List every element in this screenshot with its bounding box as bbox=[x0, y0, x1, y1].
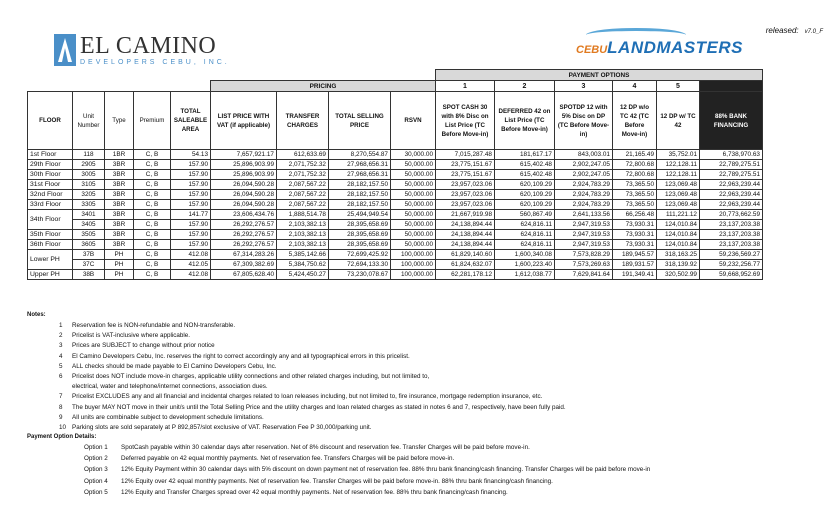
option-number: 3 bbox=[555, 81, 613, 92]
note-text: El Camino Developers Cebu, Inc. reserves the right to correct accordingly any and all typographical errors in this pricelist. bbox=[72, 352, 410, 360]
cell-rsvn: 100,000.00 bbox=[391, 260, 436, 270]
cell-unit: 118 bbox=[73, 150, 105, 160]
cell-option-5: 124,010.84 bbox=[657, 220, 700, 230]
el-camino-sub: DEVELOPERS CEBU, INC. bbox=[80, 58, 230, 66]
cell-rsvn: 50,000.00 bbox=[391, 230, 436, 240]
col-option-1: SPOT CASH 30 with 8% Disc on List Price (TC Before Move-in) bbox=[436, 92, 495, 150]
note-text: Pricelist is VAT-inclusive where applicable. bbox=[72, 332, 191, 340]
table-row bbox=[28, 170, 763, 180]
cell-area: 412.08 bbox=[171, 250, 211, 260]
pricelist-table bbox=[27, 69, 763, 280]
cell-option-1: 23,957,023.06 bbox=[436, 200, 495, 210]
option-label: Option 4 bbox=[84, 477, 108, 485]
note-item bbox=[27, 331, 817, 341]
option-label: Option 2 bbox=[84, 455, 108, 463]
cell-unit: 37C bbox=[73, 260, 105, 270]
cell-total-selling: 28,395,658.69 bbox=[329, 230, 391, 240]
option-text: 12% Equity Payment within 30 calendar days with 5% discount on down payment net of reservation fee. 88% thru bank financing/cash financing. Transfer Charges will be paid before move-in bbox=[121, 466, 651, 474]
note-item bbox=[27, 403, 817, 413]
cell-area: 141.77 bbox=[171, 210, 211, 220]
table-row bbox=[28, 220, 763, 230]
cell-list-price: 26,292,276.57 bbox=[211, 240, 277, 250]
cell-transfer: 2,103,382.13 bbox=[277, 230, 329, 240]
cell-type: 3BR bbox=[105, 170, 134, 180]
cell-area: 54.13 bbox=[171, 150, 211, 160]
cell-option-3: 2,947,319.53 bbox=[555, 230, 613, 240]
col-rsvn: RSVN bbox=[391, 92, 436, 150]
cell-option-1: 62,281,178.12 bbox=[436, 270, 495, 280]
cell-floor: 29th Floor bbox=[28, 160, 73, 170]
cell-premium: C, B bbox=[134, 260, 171, 270]
cell-transfer: 2,087,567.22 bbox=[277, 180, 329, 190]
col-list-price: LIST PRICE WITH VAT (if applicable) bbox=[211, 92, 277, 150]
table-row bbox=[28, 230, 763, 240]
cell-rsvn: 30,000.00 bbox=[391, 150, 436, 160]
cell-option-2: 620,109.29 bbox=[495, 200, 555, 210]
cell-bank: 59,232,256.77 bbox=[700, 260, 763, 270]
table-row bbox=[28, 150, 763, 160]
cell-type: 3BR bbox=[105, 190, 134, 200]
cell-option-3: 2,641,133.56 bbox=[555, 210, 613, 220]
cell-option-5: 122,128.11 bbox=[657, 160, 700, 170]
note-item bbox=[27, 352, 817, 362]
cell-area: 157.90 bbox=[171, 220, 211, 230]
note-number: 4 bbox=[59, 352, 63, 360]
cell-type: 3BR bbox=[105, 240, 134, 250]
cell-option-5: 123,069.48 bbox=[657, 180, 700, 190]
cell-option-3: 2,902,247.05 bbox=[555, 170, 613, 180]
cell-total-selling: 8,270,554.87 bbox=[329, 150, 391, 160]
cell-rsvn: 50,000.00 bbox=[391, 190, 436, 200]
option-number: 4 bbox=[613, 81, 657, 92]
cell-option-2: 615,402.48 bbox=[495, 170, 555, 180]
cell-option-1: 23,957,023.06 bbox=[436, 180, 495, 190]
note-text: The buyer MAY NOT move in their unit/s until the Total Selling Price and the utility charges and loan related charges as stated in notes 6 and 7, respectively, have been fully paid. bbox=[72, 403, 566, 411]
cell-option-1: 23,775,151.67 bbox=[436, 170, 495, 180]
note-item bbox=[27, 413, 817, 423]
table-row bbox=[28, 270, 763, 280]
cell-unit: 3505 bbox=[73, 230, 105, 240]
option-number: 1 bbox=[436, 81, 495, 92]
cell-option-3: 2,902,247.05 bbox=[555, 160, 613, 170]
cell-floor: 30th Floor bbox=[28, 170, 73, 180]
table-row bbox=[28, 250, 763, 260]
cell-option-4: 21,165.49 bbox=[613, 150, 657, 160]
cell-premium: C, B bbox=[134, 180, 171, 190]
cebu-landmasters-name: LANDMASTERS bbox=[607, 38, 744, 57]
cebu-landmasters-logo bbox=[576, 38, 743, 58]
cell-option-4: 73,365.50 bbox=[613, 200, 657, 210]
note-text: ALL checks should be made payable to El Camino Developers Cebu, Inc. bbox=[72, 362, 277, 370]
option-number: 5 bbox=[657, 81, 700, 92]
cell-bank: 22,789,275.51 bbox=[700, 160, 763, 170]
col-option-2: DEFERRED 42 on List Price (TC Before Move-in) bbox=[495, 92, 555, 150]
cell-bank: 6,738,970.63 bbox=[700, 150, 763, 160]
cell-floor: 33rd Floor bbox=[28, 200, 73, 210]
payment-option-details bbox=[27, 434, 817, 498]
cell-type: 1BR bbox=[105, 150, 134, 160]
cell-rsvn: 50,000.00 bbox=[391, 200, 436, 210]
option-label: Option 3 bbox=[84, 466, 108, 474]
cell-premium: C, B bbox=[134, 190, 171, 200]
cell-type: PH bbox=[105, 270, 134, 280]
cell-unit: 3405 bbox=[73, 220, 105, 230]
cell-list-price: 67,309,382.69 bbox=[211, 260, 277, 270]
table-row bbox=[28, 180, 763, 190]
cell-total-selling: 25,494,949.54 bbox=[329, 210, 391, 220]
cell-option-2: 624,816.11 bbox=[495, 220, 555, 230]
col-bank-financing: 88% BANK FINANCING bbox=[700, 92, 763, 150]
cell-floor: 34th Floor bbox=[28, 210, 73, 230]
col-type: Type bbox=[105, 92, 134, 150]
cell-option-1: 21,667,919.98 bbox=[436, 210, 495, 220]
cell-option-3: 2,947,319.53 bbox=[555, 240, 613, 250]
cell-unit: 3205 bbox=[73, 190, 105, 200]
cell-total-selling: 27,968,656.31 bbox=[329, 160, 391, 170]
col-option-5: 12 DP w/ TC 42 bbox=[657, 92, 700, 150]
cell-option-1: 24,138,894.44 bbox=[436, 220, 495, 230]
cell-list-price: 67,314,283.26 bbox=[211, 250, 277, 260]
cell-bank: 59,236,569.27 bbox=[700, 250, 763, 260]
note-text: electrical, water and telephone/internet connections, association dues. bbox=[72, 383, 268, 391]
logo-arc-icon bbox=[586, 28, 686, 42]
cell-option-2: 620,109.29 bbox=[495, 180, 555, 190]
cell-option-2: 624,816.11 bbox=[495, 230, 555, 240]
notes-section bbox=[27, 312, 817, 498]
cell-transfer: 5,384,750.62 bbox=[277, 260, 329, 270]
cell-option-4: 66,256.48 bbox=[613, 210, 657, 220]
cell-rsvn: 50,000.00 bbox=[391, 180, 436, 190]
col-floor: FLOOR bbox=[28, 92, 73, 150]
cell-option-5: 122,128.11 bbox=[657, 170, 700, 180]
cell-list-price: 23,606,434.76 bbox=[211, 210, 277, 220]
note-item bbox=[27, 321, 817, 331]
cell-type: 3BR bbox=[105, 160, 134, 170]
cell-option-4: 72,800.68 bbox=[613, 160, 657, 170]
notes-title: Notes: bbox=[27, 312, 46, 318]
cell-type: PH bbox=[105, 250, 134, 260]
cell-option-2: 560,867.49 bbox=[495, 210, 555, 220]
option-label: Option 5 bbox=[84, 488, 108, 496]
cell-area: 157.90 bbox=[171, 190, 211, 200]
cell-rsvn: 100,000.00 bbox=[391, 250, 436, 260]
cell-unit: 3005 bbox=[73, 170, 105, 180]
cell-premium: C, B bbox=[134, 150, 171, 160]
el-camino-mark-icon bbox=[54, 34, 76, 66]
cell-premium: C, B bbox=[134, 160, 171, 170]
cell-premium: C, B bbox=[134, 270, 171, 280]
note-number: 9 bbox=[59, 413, 63, 421]
cell-floor: 36th Floor bbox=[28, 240, 73, 250]
table-row bbox=[28, 160, 763, 170]
cell-premium: C, B bbox=[134, 220, 171, 230]
cell-type: 3BR bbox=[105, 220, 134, 230]
cell-option-1: 23,957,023.06 bbox=[436, 190, 495, 200]
cell-option-2: 1,600,223.40 bbox=[495, 260, 555, 270]
note-number: 5 bbox=[59, 362, 63, 370]
option-text: SpotCash payable within 30 calendar days after reservation. Net of 8% discount and reservation fee. Transfer Charges will be paid before move-in. bbox=[121, 444, 530, 452]
cell-unit: 38B bbox=[73, 270, 105, 280]
cell-area: 157.90 bbox=[171, 230, 211, 240]
cell-bank: 22,963,239.44 bbox=[700, 180, 763, 190]
note-item bbox=[27, 392, 817, 402]
cell-option-5: 124,010.84 bbox=[657, 230, 700, 240]
cell-option-5: 111,221.12 bbox=[657, 210, 700, 220]
cell-rsvn: 50,000.00 bbox=[391, 210, 436, 220]
cell-option-3: 2,947,319.53 bbox=[555, 220, 613, 230]
note-item bbox=[27, 372, 817, 382]
cell-rsvn: 100,000.00 bbox=[391, 270, 436, 280]
cell-transfer: 2,071,752.32 bbox=[277, 170, 329, 180]
cell-option-4: 73,365.50 bbox=[613, 180, 657, 190]
col-premium: Premium bbox=[134, 92, 171, 150]
payment-details-title: Payment Option Details: bbox=[27, 434, 97, 441]
cell-total-selling: 72,699,425.92 bbox=[329, 250, 391, 260]
el-camino-name: EL CAMINO bbox=[80, 32, 217, 59]
cell-option-3: 2,924,783.29 bbox=[555, 190, 613, 200]
cell-premium: C, B bbox=[134, 170, 171, 180]
col-option-3: SPOTDP 12 with 5% Disc on DP (TC Before Move-in) bbox=[555, 92, 613, 150]
cell-option-1: 24,138,894.44 bbox=[436, 240, 495, 250]
note-number: 10 bbox=[59, 423, 67, 431]
note-number: 8 bbox=[59, 403, 63, 411]
payment-option-item bbox=[27, 442, 817, 453]
cell-option-4: 191,349.41 bbox=[613, 270, 657, 280]
cell-total-selling: 73,230,078.67 bbox=[329, 270, 391, 280]
cell-area: 412.05 bbox=[171, 260, 211, 270]
cell-type: 3BR bbox=[105, 230, 134, 240]
cell-option-2: 620,109.29 bbox=[495, 190, 555, 200]
cell-rsvn: 50,000.00 bbox=[391, 170, 436, 180]
cell-transfer: 2,087,567.22 bbox=[277, 200, 329, 210]
cell-option-2: 615,402.48 bbox=[495, 160, 555, 170]
payment-option-item bbox=[27, 453, 817, 464]
cell-unit: 37B bbox=[73, 250, 105, 260]
payment-option-item bbox=[27, 464, 817, 475]
cell-bank: 22,789,275.51 bbox=[700, 170, 763, 180]
col-unit-number: Unit Number bbox=[73, 92, 105, 150]
note-text: Reservation fee is NON-refundable and NON-transferable. bbox=[72, 322, 236, 329]
cell-rsvn: 50,000.00 bbox=[391, 240, 436, 250]
cell-transfer: 2,103,382.13 bbox=[277, 220, 329, 230]
cell-bank: 22,963,239.44 bbox=[700, 200, 763, 210]
cell-list-price: 26,094,590.28 bbox=[211, 180, 277, 190]
release-stamp bbox=[766, 26, 823, 35]
note-item bbox=[27, 362, 817, 372]
option-text: Deferred payable on 42 equal monthly payments. Net of reservation fee. Transfers Charges will be paid before move-in. bbox=[121, 455, 455, 463]
cell-option-3: 843,003.01 bbox=[555, 150, 613, 160]
cell-list-price: 26,292,276.57 bbox=[211, 220, 277, 230]
cell-option-3: 7,573,269.63 bbox=[555, 260, 613, 270]
pricing-header: PRICING bbox=[211, 81, 436, 92]
cell-premium: C, B bbox=[134, 230, 171, 240]
cell-area: 157.90 bbox=[171, 240, 211, 250]
cell-transfer: 2,087,567.22 bbox=[277, 190, 329, 200]
col-transfer: TRANSFER CHARGES bbox=[277, 92, 329, 150]
cell-rsvn: 50,000.00 bbox=[391, 160, 436, 170]
cell-option-5: 123,069.48 bbox=[657, 190, 700, 200]
note-text: All units are combinable subject to development schedule limitations. bbox=[72, 413, 264, 421]
note-text: Pricelist does NOT include move-in charges, applicable utility connections and other related charges including, but not limited to, bbox=[72, 372, 430, 380]
cell-option-3: 2,924,783.29 bbox=[555, 200, 613, 210]
note-number: 1 bbox=[59, 322, 63, 329]
cell-total-selling: 28,182,157.50 bbox=[329, 180, 391, 190]
option-text: 12% Equity over 42 equal monthly payments. Net of reservation fee. Transfer Charges will be paid before move-in. 88% thru bank financing/cash financing. bbox=[121, 477, 553, 485]
cell-option-3: 2,924,783.29 bbox=[555, 180, 613, 190]
cell-option-5: 318,163.25 bbox=[657, 250, 700, 260]
note-text: Parking slots are sold separately at P 892,857/slot exclusive of VAT. Reservation Fee P 30,000/parking unit. bbox=[72, 423, 372, 431]
cell-area: 412.08 bbox=[171, 270, 211, 280]
cell-option-1: 7,015,287.48 bbox=[436, 150, 495, 160]
cell-premium: C, B bbox=[134, 250, 171, 260]
cell-option-2: 1,600,340.08 bbox=[495, 250, 555, 260]
cell-list-price: 25,896,903.99 bbox=[211, 170, 277, 180]
table-row bbox=[28, 200, 763, 210]
cell-option-1: 61,824,632.07 bbox=[436, 260, 495, 270]
payment-option-item bbox=[27, 476, 817, 487]
cell-option-5: 123,069.48 bbox=[657, 200, 700, 210]
col-total-area: TOTAL SALEABLE AREA bbox=[171, 92, 211, 150]
note-number: 2 bbox=[59, 332, 63, 340]
cell-option-1: 23,775,151.67 bbox=[436, 160, 495, 170]
cell-area: 157.90 bbox=[171, 170, 211, 180]
option-label: Option 1 bbox=[84, 444, 108, 452]
note-text: Prices are SUBJECT to change without prior notice bbox=[72, 342, 215, 350]
cell-area: 157.90 bbox=[171, 160, 211, 170]
cell-unit: 3605 bbox=[73, 240, 105, 250]
cell-transfer: 2,071,752.32 bbox=[277, 160, 329, 170]
released-label: released: bbox=[765, 26, 799, 35]
cell-type: 3BR bbox=[105, 210, 134, 220]
note-item bbox=[27, 423, 817, 433]
cell-option-5: 318,139.92 bbox=[657, 260, 700, 270]
cell-transfer: 1,888,514.78 bbox=[277, 210, 329, 220]
cell-floor: Lower PH bbox=[28, 250, 73, 270]
cell-total-selling: 72,694,133.30 bbox=[329, 260, 391, 270]
cebu-landmasters-prefix: CEBU bbox=[576, 44, 608, 56]
cell-bank: 23,137,203.38 bbox=[700, 240, 763, 250]
cell-premium: C, B bbox=[134, 210, 171, 220]
cell-premium: C, B bbox=[134, 240, 171, 250]
cell-total-selling: 27,968,656.31 bbox=[329, 170, 391, 180]
cell-option-5: 320,502.99 bbox=[657, 270, 700, 280]
cell-total-selling: 28,182,157.50 bbox=[329, 190, 391, 200]
cell-transfer: 2,103,382.13 bbox=[277, 240, 329, 250]
cell-area: 157.90 bbox=[171, 200, 211, 210]
cell-option-2: 624,816.11 bbox=[495, 240, 555, 250]
cell-option-2: 181,617.17 bbox=[495, 150, 555, 160]
cell-option-5: 35,752.01 bbox=[657, 150, 700, 160]
cell-option-4: 72,800.68 bbox=[613, 170, 657, 180]
cell-type: PH bbox=[105, 260, 134, 270]
col-total-selling: TOTAL SELLING PRICE bbox=[329, 92, 391, 150]
note-number: 7 bbox=[59, 393, 63, 401]
cell-option-4: 73,930.31 bbox=[613, 220, 657, 230]
table-row bbox=[28, 190, 763, 200]
cell-bank: 23,137,203.38 bbox=[700, 230, 763, 240]
cell-transfer: 5,385,142.66 bbox=[277, 250, 329, 260]
option-text: 12% Equity and Transfer Charges spread over 42 equal monthly payments. Net of reservation fee. 88% thru bank financing/cash financing. bbox=[121, 488, 508, 496]
cell-type: 3BR bbox=[105, 200, 134, 210]
cell-unit: 3401 bbox=[73, 210, 105, 220]
cell-list-price: 26,094,590.28 bbox=[211, 190, 277, 200]
cell-unit: 2905 bbox=[73, 160, 105, 170]
note-item bbox=[27, 341, 817, 351]
note-item-continuation bbox=[27, 382, 817, 392]
cell-option-3: 7,629,841.64 bbox=[555, 270, 613, 280]
cell-list-price: 25,896,903.99 bbox=[211, 160, 277, 170]
note-text: Pricelist EXCLUDES any and all financial and incidental charges related to loan releases including, but not limited to, fire insurance, mortgage redemption insurance, etc. bbox=[72, 393, 543, 401]
table-row bbox=[28, 210, 763, 220]
cell-total-selling: 28,182,157.50 bbox=[329, 200, 391, 210]
cell-option-3: 7,573,828.29 bbox=[555, 250, 613, 260]
cell-option-4: 73,365.50 bbox=[613, 190, 657, 200]
cell-area: 157.90 bbox=[171, 180, 211, 190]
table-row bbox=[28, 260, 763, 270]
cell-total-selling: 28,395,658.69 bbox=[329, 240, 391, 250]
option-number: 2 bbox=[495, 81, 555, 92]
cell-option-4: 189,931.57 bbox=[613, 260, 657, 270]
cell-option-4: 73,930.31 bbox=[613, 230, 657, 240]
cell-list-price: 67,805,628.40 bbox=[211, 270, 277, 280]
cell-transfer: 612,633.69 bbox=[277, 150, 329, 160]
cell-premium: C, B bbox=[134, 200, 171, 210]
cell-floor: 1st Floor bbox=[28, 150, 73, 160]
cell-type: 3BR bbox=[105, 180, 134, 190]
el-camino-logo bbox=[54, 34, 230, 66]
cell-unit: 3105 bbox=[73, 180, 105, 190]
table-row bbox=[28, 240, 763, 250]
cell-bank: 22,963,239.44 bbox=[700, 190, 763, 200]
note-number: 6 bbox=[59, 372, 63, 380]
cell-floor: 31st Floor bbox=[28, 180, 73, 190]
cell-floor: 32nd Floor bbox=[28, 190, 73, 200]
note-number: 3 bbox=[59, 342, 63, 350]
cell-option-1: 61,829,140.60 bbox=[436, 250, 495, 260]
payment-options-header: PAYMENT OPTIONS bbox=[436, 70, 763, 81]
cell-option-1: 24,138,894.44 bbox=[436, 230, 495, 240]
cell-floor: 35th Floor bbox=[28, 230, 73, 240]
cell-transfer: 5,424,450.27 bbox=[277, 270, 329, 280]
release-version: v7.0_F bbox=[804, 29, 823, 35]
cell-bank: 59,668,952.69 bbox=[700, 270, 763, 280]
cell-unit: 3305 bbox=[73, 200, 105, 210]
payment-option-item bbox=[27, 487, 817, 498]
cell-option-4: 73,930.31 bbox=[613, 240, 657, 250]
cell-list-price: 7,657,921.17 bbox=[211, 150, 277, 160]
cell-total-selling: 28,395,658.69 bbox=[329, 220, 391, 230]
cell-bank: 23,137,203.38 bbox=[700, 220, 763, 230]
cell-rsvn: 50,000.00 bbox=[391, 220, 436, 230]
cell-floor: Upper PH bbox=[28, 270, 73, 280]
cell-option-5: 124,010.84 bbox=[657, 240, 700, 250]
cell-option-4: 189,945.57 bbox=[613, 250, 657, 260]
cell-list-price: 26,292,276.57 bbox=[211, 230, 277, 240]
cell-list-price: 26,094,590.28 bbox=[211, 200, 277, 210]
cell-option-2: 1,612,038.77 bbox=[495, 270, 555, 280]
col-option-4: 12 DP w/o TC 42 (TC Before Move-in) bbox=[613, 92, 657, 150]
cell-bank: 20,773,662.59 bbox=[700, 210, 763, 220]
